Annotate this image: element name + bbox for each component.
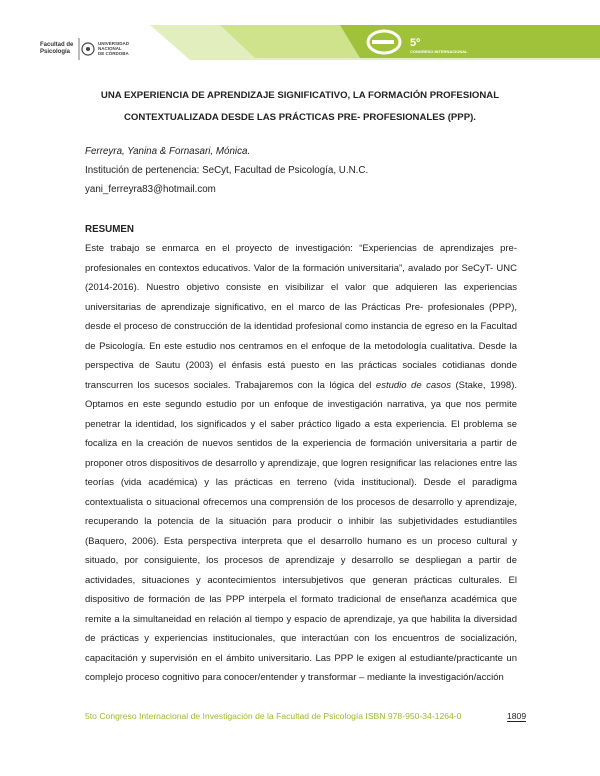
footer-citation: 5to Congreso Internacional de Investigación de la Facultad de Psicología ISBN 978-950-34-1264-0: [85, 711, 462, 721]
page-number: 1809: [507, 711, 527, 721]
congress-logo-text: 5º CONGRESO INTERNACIONAL: [410, 37, 468, 54]
paper-title: [60, 85, 540, 129]
faculty-logo: Facultad de Psicología: [40, 42, 74, 55]
title-line-1: UNA EXPERIENCIA DE APRENDIZAJE SIGNIFICATIVO, LA FORMACIÓN PROFESIONAL: [100, 90, 500, 101]
author-email: yani_ferreyra83@hotmail.com: [85, 184, 216, 195]
page-header: [0, 0, 600, 82]
authors: Ferreyra, Yanina & Fornasari, Mónica.: [85, 146, 251, 157]
unc-logo-text: UNIVERSIDAD NACIONAL DE CÓRDOBA: [98, 41, 130, 56]
resumen-heading: RESUMEN: [85, 224, 134, 235]
institution: Institución de pertenencia: SeCyt, Facultad de Psicología, U.N.C.: [85, 165, 369, 176]
resumen-italic-term: estudio de casos: [375, 379, 451, 391]
resumen-text-part-2: (Stake, 1998). Optamos en este segundo estudio por un enfoque de investigación narrativa, ya que nos permite penetrar la identidad, los significados y el saber práctico ligado a esta experiencia. El problema se focaliza en la creación de nuevos sentidos de la experiencia de formación universitaria a partir de proponer otros dispositivos de desarrollo y aprendizaje, que logren resignificar las relaciones entre las teorías (vida académica) y las prácticas en terreno (vida institucional). Desde el paradigma contextualista o situacional ofrecemos una comprensión de los procesos de desarrollo y aprendizaje, recuperando la potencia de la situación para producir o inhibir las subjetividades estudiantiles (Baquero, 2006). Esta perspectiva interpreta que el desarrollo humano es un proceso cultural y situado, por consiguiente, los procesos de aprendizaje y desarrollo se despliegan a partir de actividades, situaciones y acontecimientos intersubjetivos que generan prácticas culturales. El dispositivo de formación de las PPP interpela el formato tradicional de enseñanza académica que remite a la simultaneidad en relación al tiempo y espacio de aprendizaje, ya que habilita la diversidad de prácticas y experiencias institucionales, que interactúan con los encuentros de socialización, capacitación y supervisión en el ámbito universitario. Las PPP le exigen al estudiante/practicante un complejo proceso cognitivo para conocer/entender y transformar – mediante la investigación/acción: [85, 379, 518, 683]
title-line-2: CONTEXTUALIZADA DESDE LAS PRÁCTICAS PRE- PROFESIONALES (PPP).: [124, 112, 476, 123]
resumen-body: [85, 239, 517, 688]
resumen-text-part-1: Este trabajo se enmarca en el proyecto de investigación: “Experiencias de aprendizajes pre-profesionales en contextos educativos. Valor de la formación universitaria”, avalado por SeCyT- UNC (2014-2016). Nuestro objetivo consiste en visibilizar el valor que adquieren las experiencias universitarias de aprendizaje significativo, en el marco de las Prácticas Pre- profesionales (PPP), desde el proceso de construcción de la identidad profesional como instancia de egreso en la Facultad de Psicología. En este estudio nos centramos en el enfoque de la metodología cualitativa. Desde la perspectiva de Sautu (2003) el énfasis está puesto en las prácticas sociales cotidianas donde transcurren los sucesos sociales. Trabajaremos con la lógica del: [85, 243, 517, 391]
